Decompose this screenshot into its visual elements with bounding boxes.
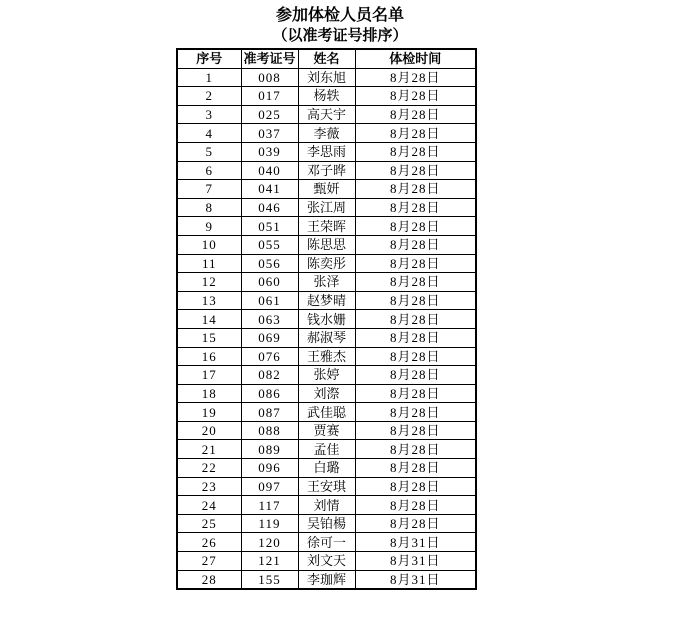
table-row [177,496,476,515]
cell-seq: 28 [177,570,241,589]
cell-name: 刘情 [298,496,355,515]
cell-seq: 26 [177,533,241,552]
cell-date: 8月28日 [355,347,476,366]
cell-name: 孟佳 [298,440,355,459]
cell-ticket: 089 [241,440,298,459]
cell-name: 张江周 [298,198,355,217]
cell-seq: 15 [177,328,241,347]
cell-ticket: 121 [241,552,298,571]
cell-ticket: 039 [241,142,298,161]
cell-ticket: 056 [241,254,298,273]
cell-date: 8月28日 [355,273,476,292]
cell-ticket: 082 [241,366,298,385]
cell-name: 郝淑琴 [298,328,355,347]
header-cell-ticket: 准考证号 [241,49,298,68]
cell-name: 高天宇 [298,105,355,124]
cell-ticket: 025 [241,105,298,124]
table-row [177,105,476,124]
cell-seq: 1 [177,68,241,87]
cell-seq: 10 [177,235,241,254]
cell-seq: 9 [177,217,241,236]
cell-ticket: 046 [241,198,298,217]
cell-name: 刘漈 [298,384,355,403]
table-row [177,310,476,329]
cell-name: 徐可一 [298,533,355,552]
medical-exam-roster-table [176,48,477,590]
table-row [177,68,476,87]
cell-date: 8月31日 [355,552,476,571]
cell-name: 刘东旭 [298,68,355,87]
table-head [177,49,476,68]
cell-name: 钱水姗 [298,310,355,329]
cell-date: 8月31日 [355,533,476,552]
cell-ticket: 076 [241,347,298,366]
cell-seq: 22 [177,459,241,478]
cell-date: 8月28日 [355,384,476,403]
table-row [177,254,476,273]
cell-seq: 24 [177,496,241,515]
cell-name: 贾赛 [298,421,355,440]
cell-seq: 13 [177,291,241,310]
cell-name: 王荣晖 [298,217,355,236]
table-row [177,142,476,161]
cell-ticket: 096 [241,459,298,478]
cell-name: 李思雨 [298,142,355,161]
cell-ticket: 051 [241,217,298,236]
cell-seq: 2 [177,87,241,106]
cell-name: 刘文天 [298,552,355,571]
cell-name: 杨轶 [298,87,355,106]
cell-name: 李薇 [298,124,355,143]
cell-date: 8月28日 [355,514,476,533]
cell-ticket: 086 [241,384,298,403]
cell-date: 8月28日 [355,291,476,310]
cell-date: 8月28日 [355,235,476,254]
page-subtitle: （以准考证号排序） [272,28,408,44]
cell-date: 8月28日 [355,180,476,199]
table-row [177,235,476,254]
cell-seq: 8 [177,198,241,217]
cell-ticket: 017 [241,87,298,106]
cell-date: 8月28日 [355,477,476,496]
cell-ticket: 087 [241,403,298,422]
cell-date: 8月28日 [355,87,476,106]
header-cell-seq: 序号 [177,49,241,68]
cell-date: 8月28日 [355,440,476,459]
table-row [177,161,476,180]
cell-name: 张婷 [298,366,355,385]
table-row [177,477,476,496]
cell-date: 8月28日 [355,142,476,161]
cell-seq: 20 [177,421,241,440]
cell-date: 8月28日 [355,310,476,329]
cell-date: 8月28日 [355,198,476,217]
cell-name: 陈奕彤 [298,254,355,273]
cell-date: 8月28日 [355,421,476,440]
cell-seq: 5 [177,142,241,161]
cell-date: 8月31日 [355,570,476,589]
cell-ticket: 055 [241,235,298,254]
cell-seq: 19 [177,403,241,422]
table-row [177,328,476,347]
cell-seq: 11 [177,254,241,273]
cell-ticket: 041 [241,180,298,199]
table-row [177,198,476,217]
cell-name: 白璐 [298,459,355,478]
table-row [177,87,476,106]
page-title: 参加体检人员名单 [275,7,404,24]
cell-seq: 17 [177,366,241,385]
table-row [177,180,476,199]
cell-ticket: 155 [241,570,298,589]
table-row [177,273,476,292]
cell-name: 王安琪 [298,477,355,496]
cell-name: 甄妍 [298,180,355,199]
cell-seq: 21 [177,440,241,459]
cell-name: 吴铂楊 [298,514,355,533]
cell-ticket: 119 [241,514,298,533]
cell-date: 8月28日 [355,124,476,143]
cell-name: 武佳聪 [298,403,355,422]
cell-ticket: 061 [241,291,298,310]
cell-name: 李珈辉 [298,570,355,589]
cell-date: 8月28日 [355,403,476,422]
table-row [177,570,476,589]
cell-ticket: 008 [241,68,298,87]
cell-ticket: 037 [241,124,298,143]
cell-seq: 14 [177,310,241,329]
cell-seq: 4 [177,124,241,143]
table-body [177,68,476,589]
cell-name: 赵梦晴 [298,291,355,310]
table-row [177,384,476,403]
cell-date: 8月28日 [355,254,476,273]
table-row [177,514,476,533]
cell-seq: 23 [177,477,241,496]
cell-ticket: 069 [241,328,298,347]
cell-date: 8月28日 [355,328,476,347]
header-cell-date: 体检时间 [355,49,476,68]
header-cell-name: 姓名 [298,49,355,68]
cell-seq: 7 [177,180,241,199]
cell-date: 8月28日 [355,105,476,124]
cell-date: 8月28日 [355,217,476,236]
table-row [177,440,476,459]
table-row [177,459,476,478]
cell-ticket: 088 [241,421,298,440]
cell-date: 8月28日 [355,366,476,385]
table-row [177,403,476,422]
cell-date: 8月28日 [355,459,476,478]
cell-ticket: 060 [241,273,298,292]
table-row [177,217,476,236]
table-row [177,347,476,366]
table-row [177,291,476,310]
cell-date: 8月28日 [355,496,476,515]
cell-seq: 16 [177,347,241,366]
cell-name: 陈思思 [298,235,355,254]
cell-seq: 3 [177,105,241,124]
cell-name: 邓子晔 [298,161,355,180]
table-header-row [177,49,476,68]
cell-seq: 25 [177,514,241,533]
table-row [177,124,476,143]
table-row [177,533,476,552]
cell-ticket: 097 [241,477,298,496]
cell-name: 王雅杰 [298,347,355,366]
cell-ticket: 063 [241,310,298,329]
cell-ticket: 040 [241,161,298,180]
table-row [177,552,476,571]
cell-ticket: 117 [241,496,298,515]
cell-seq: 18 [177,384,241,403]
cell-date: 8月28日 [355,68,476,87]
cell-seq: 6 [177,161,241,180]
table-row [177,421,476,440]
cell-seq: 27 [177,552,241,571]
cell-seq: 12 [177,273,241,292]
table-row [177,366,476,385]
cell-name: 张泽 [298,273,355,292]
cell-date: 8月28日 [355,161,476,180]
cell-ticket: 120 [241,533,298,552]
